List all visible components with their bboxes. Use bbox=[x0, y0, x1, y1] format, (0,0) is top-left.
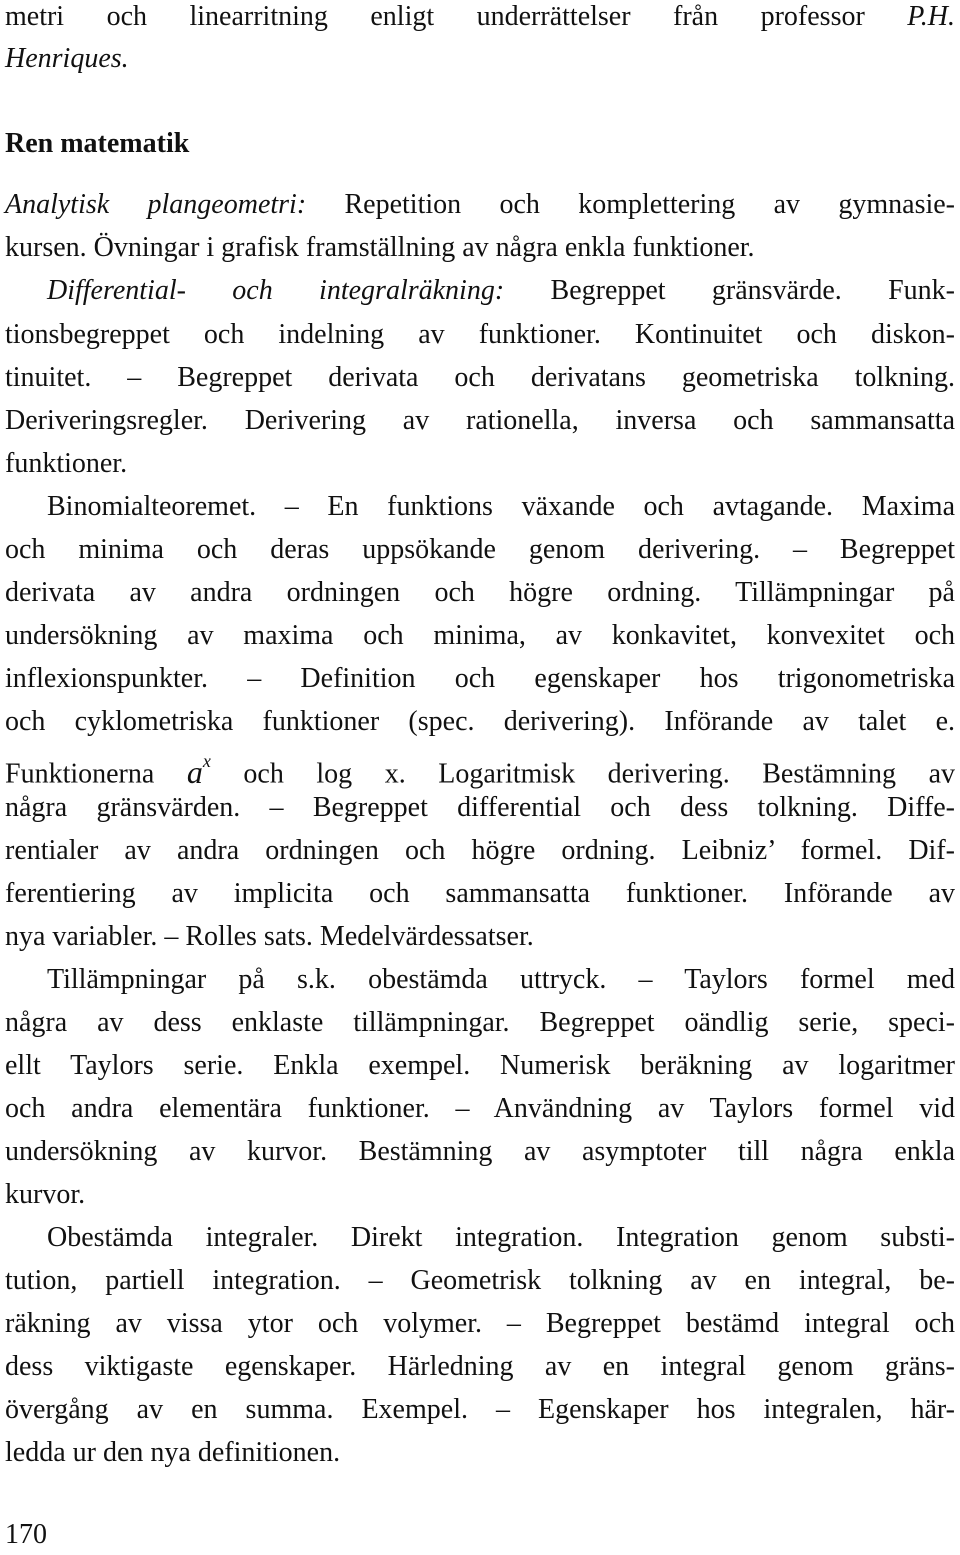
text-line-28: tution, partiell integration. – Geometrisk tolkning av en integral, be- bbox=[5, 1265, 955, 1296]
section-heading: Ren matematik bbox=[5, 128, 190, 159]
text-line-22: några av dess enklaste tillämpningar. Begreppet oändlig serie, speci- bbox=[5, 1007, 955, 1038]
text-line-10: Binomialteoremet. – En funktions växande och avtagande. Maxima bbox=[47, 491, 955, 522]
text-line-6: tionsbegreppet och indelning av funktioner. Kontinuitet och diskon- bbox=[5, 319, 955, 350]
text-line-25: undersökning av kurvor. Bestämning av asymptoter till några enkla bbox=[5, 1136, 955, 1167]
text-line-16: Funktionerna $a^x$ och log x. Logaritmisk derivering. Bestämning av bbox=[5, 751, 955, 790]
text-line-20: nya variabler. – Rolles sats. Medelvärdessatser. bbox=[5, 921, 534, 952]
text-line-13: undersökning av maxima och minima, av konkavitet, konvexitet och bbox=[5, 620, 955, 651]
text-line-11: och minima och deras uppsökande genom derivering. – Begreppet bbox=[5, 534, 955, 565]
text-line-24: och andra elementära funktioner. – Användning av Taylors formel vid bbox=[5, 1093, 955, 1124]
text-line-27: Obestämda integraler. Direkt integration. Integration genom substi- bbox=[47, 1222, 955, 1253]
text-line-15: och cyklometriska funktioner (spec. derivering). Införande av talet e. bbox=[5, 706, 955, 737]
text-line-9: funktioner. bbox=[5, 448, 128, 479]
text-line-32: ledda ur den nya definitionen. bbox=[5, 1437, 341, 1468]
text-line-31: övergång av en summa. Exempel. – Egenskaper hos integralen, här- bbox=[5, 1394, 955, 1425]
text-line-29: räkning av vissa ytor och volymer. – Begreppet bestämd integral och bbox=[5, 1308, 955, 1339]
text-line-12: derivata av andra ordningen och högre ordning. Tillämpningar på bbox=[5, 577, 955, 608]
text-line-8: Deriveringsregler. Derivering av rationella, inversa och sammansatta bbox=[5, 405, 955, 436]
text-line-14: inflexionspunkter. – Definition och egenskaper hos trigonometriska bbox=[5, 663, 955, 694]
math-a-power-x: $a^x$ bbox=[186, 751, 211, 790]
text-line-4: kursen. Övningar i grafisk framställning av några enkla funktioner. bbox=[5, 232, 755, 263]
text-line-21: Tillämpningar på s.k. obestämda uttryck. – Taylors formel med bbox=[47, 964, 955, 995]
page-number: 170 bbox=[5, 1519, 47, 1550]
text-line-19: ferentiering av implicita och sammansatta funktioner. Införande av bbox=[5, 878, 955, 909]
text-line-18: rentialer av andra ordningen och högre ordning. Leibniz’ formel. Dif- bbox=[5, 835, 955, 866]
text-line-23: ellt Taylors serie. Enkla exempel. Numerisk beräkning av logaritmer bbox=[5, 1050, 955, 1081]
text-line-5: Differential- och integralräkning: Begreppet gränsvärde. Funk- bbox=[47, 275, 956, 306]
text-line-2: Henriques. bbox=[5, 43, 129, 74]
text-line-1: metri och linearritning enligt underrättelser från professor P.H. bbox=[5, 1, 956, 32]
text-line-3: Analytisk plangeometri: Repetition och komplettering av gymnasie- bbox=[5, 189, 956, 220]
text-line-26: kurvor. bbox=[5, 1179, 86, 1210]
text-line-17: några gränsvärden. – Begreppet differential och dess tolkning. Diffe- bbox=[5, 792, 955, 823]
text-line-7: tinuitet. – Begreppet derivata och derivatans geometriska tolkning. bbox=[5, 362, 955, 393]
text-line-30: dess viktigaste egenskaper. Härledning av en integral genom gräns- bbox=[5, 1351, 955, 1382]
